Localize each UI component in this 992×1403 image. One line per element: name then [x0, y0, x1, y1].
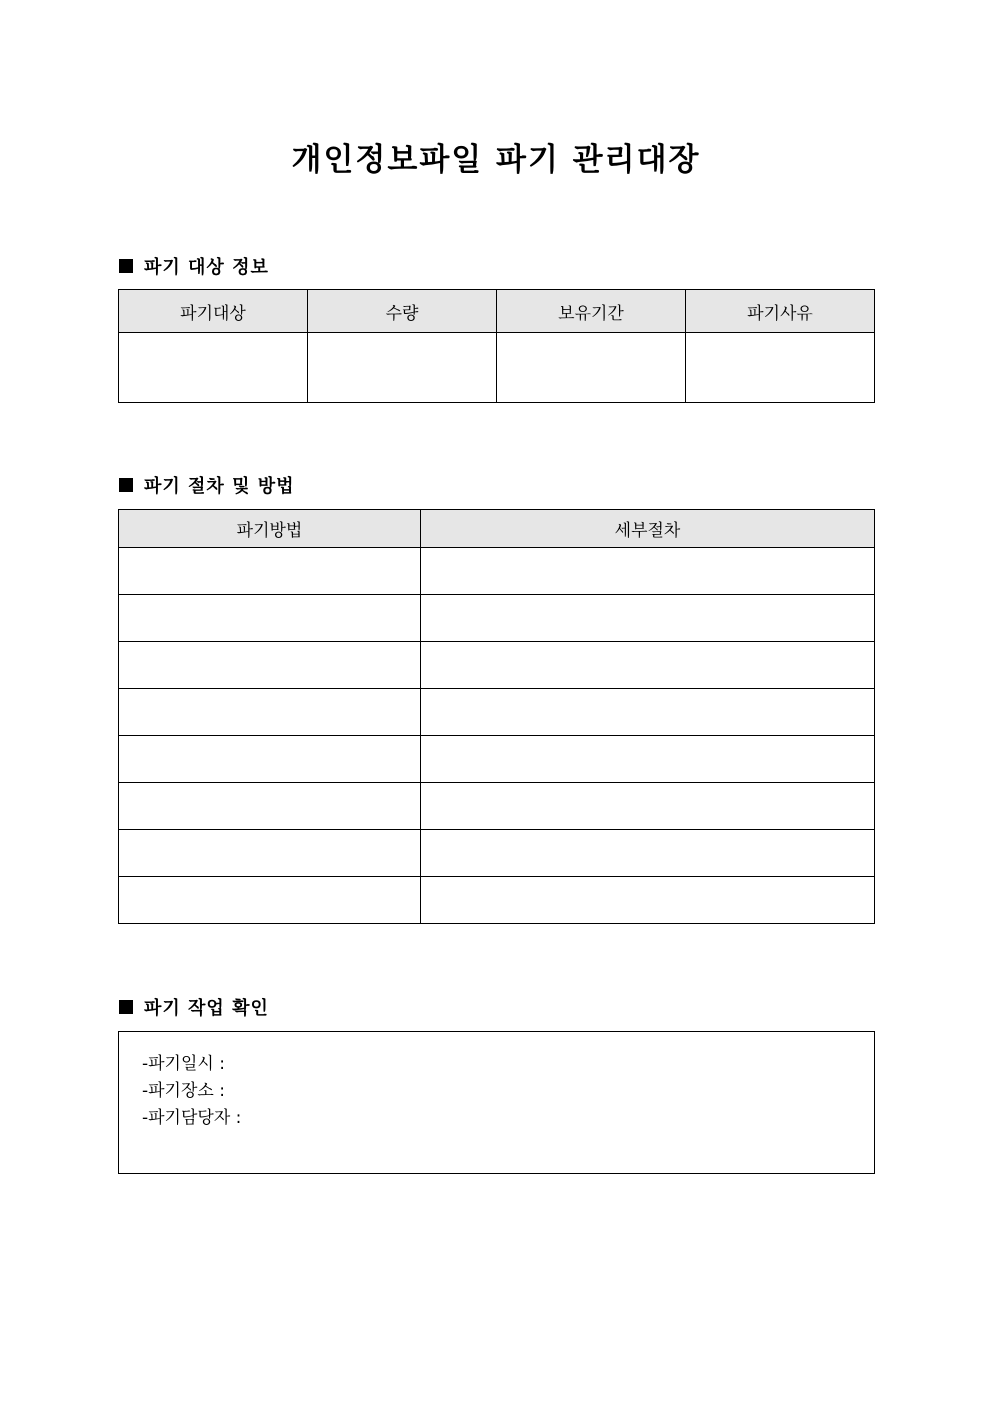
page-title: 개인정보파일 파기 관리대장 — [291, 142, 701, 178]
table-row — [119, 642, 875, 689]
section-heading-label: 파기 대상 정보 — [144, 257, 269, 278]
section-heading-confirmation — [119, 994, 269, 1020]
table-row — [119, 783, 875, 830]
table-row — [119, 830, 875, 877]
cell-method[interactable] — [119, 595, 421, 642]
confirmation-lines — [142, 1051, 241, 1132]
cell-method[interactable] — [119, 830, 421, 877]
table-row — [119, 877, 875, 924]
section-heading-procedure — [119, 472, 295, 498]
cell-quantity[interactable] — [308, 333, 497, 403]
cell-method[interactable] — [119, 783, 421, 830]
table-header-row — [119, 510, 875, 548]
procedure-table — [118, 509, 875, 924]
square-bullet-icon — [119, 478, 133, 492]
cell-method[interactable] — [119, 877, 421, 924]
section-heading-label: 파기 절차 및 방법 — [144, 476, 295, 497]
confirmation-box — [118, 1031, 875, 1174]
cell-reason[interactable] — [686, 333, 875, 403]
cell-detail[interactable] — [421, 830, 875, 877]
cell-detail[interactable] — [421, 877, 875, 924]
target-info-table — [118, 289, 875, 403]
cell-detail[interactable] — [421, 642, 875, 689]
header-cell-detail: 세부절차 — [421, 510, 875, 548]
table-row — [119, 689, 875, 736]
table-row — [119, 333, 875, 403]
cell-method[interactable] — [119, 642, 421, 689]
cell-detail[interactable] — [421, 783, 875, 830]
cell-detail[interactable] — [421, 736, 875, 783]
destruction-date-field[interactable]: -파기일시 : — [142, 1054, 225, 1074]
cell-target[interactable] — [119, 333, 308, 403]
cell-retention-period[interactable] — [497, 333, 686, 403]
cell-detail[interactable] — [421, 689, 875, 736]
cell-detail[interactable] — [421, 595, 875, 642]
cell-method[interactable] — [119, 689, 421, 736]
destruction-manager-field[interactable]: -파기담당자 : — [142, 1108, 242, 1128]
square-bullet-icon — [119, 259, 133, 273]
table-row — [119, 736, 875, 783]
header-cell-reason: 파기사유 — [686, 290, 875, 333]
destruction-location-field[interactable]: -파기장소 : — [142, 1081, 225, 1101]
header-cell-method: 파기방법 — [119, 510, 421, 548]
header-cell-quantity: 수량 — [308, 290, 497, 333]
header-cell-target: 파기대상 — [119, 290, 308, 333]
table-row — [119, 595, 875, 642]
header-cell-retention-period: 보유기간 — [497, 290, 686, 333]
table-header-row — [119, 290, 875, 333]
cell-method[interactable] — [119, 548, 421, 595]
section-heading-label: 파기 작업 확인 — [144, 998, 269, 1019]
table-row — [119, 548, 875, 595]
cell-detail[interactable] — [421, 548, 875, 595]
square-bullet-icon — [119, 1000, 133, 1014]
section-heading-target — [119, 253, 269, 279]
cell-method[interactable] — [119, 736, 421, 783]
